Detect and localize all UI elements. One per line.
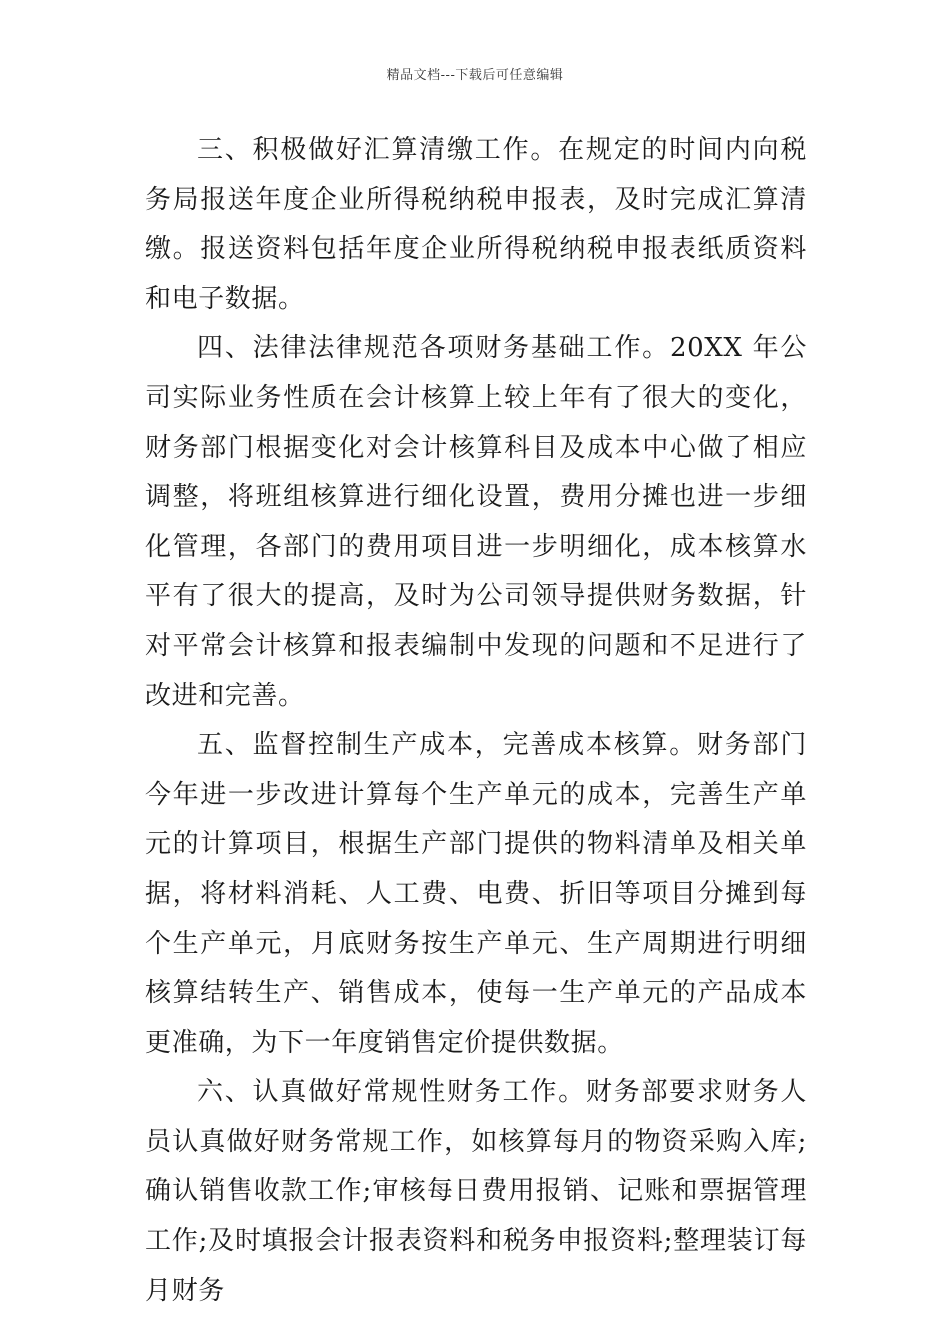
page-header: 精品文档---下载后可任意编辑 (386, 68, 564, 83)
paragraph-section-6: 六、认真做好常规性财务工作。财务部要求财务人员认真做好财务常规工作，如核算每月的物资采购入库;确认销售收款工作;审核每日费用报销、记账和票据管理工作;及时填报会计报表资料和税务申报资料;整理装订每月财务 (145, 1077, 807, 1306)
paragraph-section-3: 三、积极做好汇算清缴工作。在规定的时间内向税务局报送年度企业所得税纳税申报表，及时完成汇算清缴。报送资料包括年度企业所得税纳税申报表纸质资料和电子数据。 (145, 135, 807, 314)
document-body (145, 126, 807, 1316)
paragraph-section-5: 五、监督控制生产成本，完善成本核算。财务部门今年进一步改进计算每个生产单元的成本，完善生产单元的计算项目，根据生产部门提供的物料清单及相关单据，将材料消耗、人工费、电费、折旧等项目分摊到每个生产单元，月底财务按生产单元、生产周期进行明细核算结转生产、销售成本，使每一生产单元的产品成本更准确，为下一年度销售定价提供数据。 (145, 730, 807, 1058)
paragraph-section-4: 四、法律法律规范各项财务基础工作。20XX 年公司实际业务性质在会计核算上较上年有了很大的变化，财务部门根据变化对会计核算科目及成本中心做了相应调整，将班组核算进行细化设置，费用分摊也进一步细化管理，各部门的费用项目进一步明细化，成本核算水平有了很大的提高，及时为公司领导提供财务数据，针对平常会计核算和报表编制中发现的问题和不足进行了改进和完善。 (145, 333, 807, 711)
